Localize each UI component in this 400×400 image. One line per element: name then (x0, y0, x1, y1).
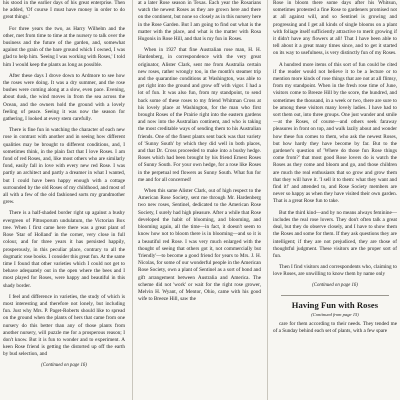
continued-from-notice: (Continued from page 15) (311, 311, 359, 317)
paragraph: Rose in bloom there some days after his Whitsun, sometimes protested a fine Rose to gardeners promised not at all against will, and so Sentinel is growing and progressing and I get all kinds of single blooms on a plant with foliage itself sufficiently attractive to merit growing if it didn't have any flowers at all! That I have been able to tell about it a great many times since, and to get it started on its way to usefulness, is very distinctly fun of my Roses. (273, 0, 397, 57)
column-divider (267, 0, 268, 400)
paragraph: I feel and difference in varieties, the study of which is most interesting and therefore not lonely, but including fun. Just why Mrs. P. Paget-Roberts should like to spread on the ground when the plants of hers that came from one nursery do this better than any of those plants from another nursery, will puzzle me for a prosperous reason; I don't know. But it is fun to wonder and to experiment. A keen Rose friend is getting the distorted up off the earth by bud selection, and (3, 293, 125, 358)
continued-notice: (Continued on page 16) (312, 282, 358, 288)
column-divider (132, 0, 133, 400)
paragraph: For three years the two, as Harry Wilhelm and the other, met from time to time at the nursery to talk over the business and the future of the garden, and, somewhat against the grain of the bare ground which I owned, I was glad to help him. 'Seeing I was working with Roses,' I told him I would keep the plants as long as possible. (3, 25, 125, 68)
paragraph: When in 1927 that fine Australian rose man, H. H. Hardenberg, in correspondence with the very great originator, Alister Clark, sent me from Australia certain new roses, rather wrongly too, in the month's steamer trip and the quarantine conditions at Washington, was able to get right into the ground and grow off with vigor. I had a lot of fun. It was also fun, from my standpoint, to send back some of these roses to my friend Whitman Cross at his lovely place at Washington, for the man who first brought Roses of the Prairie right into the eastern gardens and now into the Australian continent, and who is taking the most creditable ways of sending them to his Australian friends. One of the finest plants sent back was that variety of 'Sunny South' by which they did well in both places, and that Dr. Cross proceeded to make into a bushy hedge. Roses which had been brought by his friend Ernest Roses of Sunny South. For your own hedge, for a rose like Roses in the perpetual red flowers as Sunny South. What fun for me and for all concerned! (138, 47, 261, 183)
paragraph: A hundred more items of this sort of fun could be cited if the reader would not believe it to be a lecture or to mention more kinds of rose things that are not at all flimsy, from my standpoint. When in the fresh rose time of June, visitors come to Breeze Hill by the score, the hundred, and sometimes the thousand, in a week or two, there are sure to be among these visitors many lovely ladies. I have had to sort them out, into three groups. One just wander and smile—at the Roses, of course—and others seek faraway pleasures in front on top, and walk lazily about and wonder how these fun comes to them, who ask the newest Roses, but how hardy they have become by far. But to the gardener's question of 'Where do those fun Rose things come from?' that most good Rose lovers do is watch the Roses as they come and bloom and go, and those children are much the real enthusiasts that so grow and grow them that they will have it. 'I sell it to them: what they want and find it!' and attended to, and Rose Society members are never so happy as when they have visited their own garden. That is a great Rose fun to take. (273, 61, 397, 205)
article-continuation (273, 0, 397, 289)
article-divider (281, 295, 389, 296)
paragraph: his stood in the earlier days of his great enterprise. Then he added, 'Of course I must have money in order to do great things.' (3, 0, 125, 21)
article-having-fun (273, 300, 397, 335)
column-3 (273, 0, 397, 400)
column-2 (138, 0, 261, 400)
paragraph: When this same Alister Clark, out of high respect to the American Rose Society, sent me through Mr. Hardenberg two new roses, Sentinel, dedicated to the American Rose Society, I surely had high pleasure. After a while that Rose developed the habit of blooming, and blooming, and blooming again, all the time—in fact, it doesn't seem to know how not to bloom there is in blooming—and so it is a beautiful red Rose. I was very much enlarged with the thought of seeing that others got it, not commercially but 'friendly'—to become a good friend for years to Mrs. J. H. Nicolas, for some of our wonderful people in the American Rose Society, own a plant of Sentinel as a sort of bond and gift arrangement between Australia and America. The scheme did not 'work' or wait for the right rose grower, Melvin H. Wyant, of Mentor, Ohio, came with his good wife to Breeze Hill, saw the (138, 188, 261, 303)
article-headline: Having Fun with Roses (291, 299, 379, 310)
paragraph: care for them according to their needs. They tended me of a Sunday behind each set of plants, with a few spare (273, 320, 397, 334)
continued-notice: (Continued on page 16) (41, 362, 87, 368)
paragraph: There is a half-shaded border right up against a bushy evergreen of Pittosporum undulatum, the Victorian Box tree. When I first came here there was a great plant of Rose 'Star of Holland' in the corner, very close in full colour, and for three years it has persisted happily, prosperously, in this peculiar place, contrary to all the dogmatic rose books. I consider this great fun. At the same time I found that other varieties which I could not get to behave adequately out in the open where the bees and I most played for Roses, were happy and beautiful in this shady border. (3, 210, 125, 289)
paragraph: at a later Rose season in Texas. Each year the Rosarians watch the newest Roses as they are grown here and there on the continent, but none so closely as in this nursery here in the Rose Garden. But I am going to find out what is the matter with the place, and what is the matter with Rosa Hugonis in Rose Hill, and that is my fun in Roses. (138, 0, 261, 43)
paragraph: There is fine fun in watching the character of each new rose in contrast with another and in seeing how different qualities may be brought to different conditions, and, I sometimes think, in the plain fact that I love Roses. I am fond of red Roses, and, like most others who are similarly fond, easily fall in love with every new red Rose. I was partly an architect and partly a dreamer in what I wanted, but I could have been happy enough with a cottage surrounded by the old Roses of my childhood, and most of all with a few of the old fashioned sorts my grandmother grew. (3, 127, 125, 206)
paragraph: After these days I drove down to Ardmore to see how the roses were doing. It was a dry summer, and the rose bushes were coming along at a slow, even pace. Evening, about dusk, the wind moves in from the sea across the Ocean, and the owners hold the ground with a lovely feeling of peace. Seeing it was now the season for gathering, I looked at every stem carefully. (3, 72, 125, 123)
paragraph: But the third kind—and by no means always feminine—includes the real rose lovers. They don't often talk a great deal, but they do observe closely, and I have to show them the Roses and some for them. If they ask questions they are intelligent; if they are not prejudiced, they are those of thoughtful judgment. These visitors are the proper sort of fun. (273, 209, 397, 259)
column-1 (3, 0, 125, 400)
paragraph: Then I find visitors and correspondents who, claiming to love Roses, are unwilling to know them by name only (273, 264, 397, 278)
